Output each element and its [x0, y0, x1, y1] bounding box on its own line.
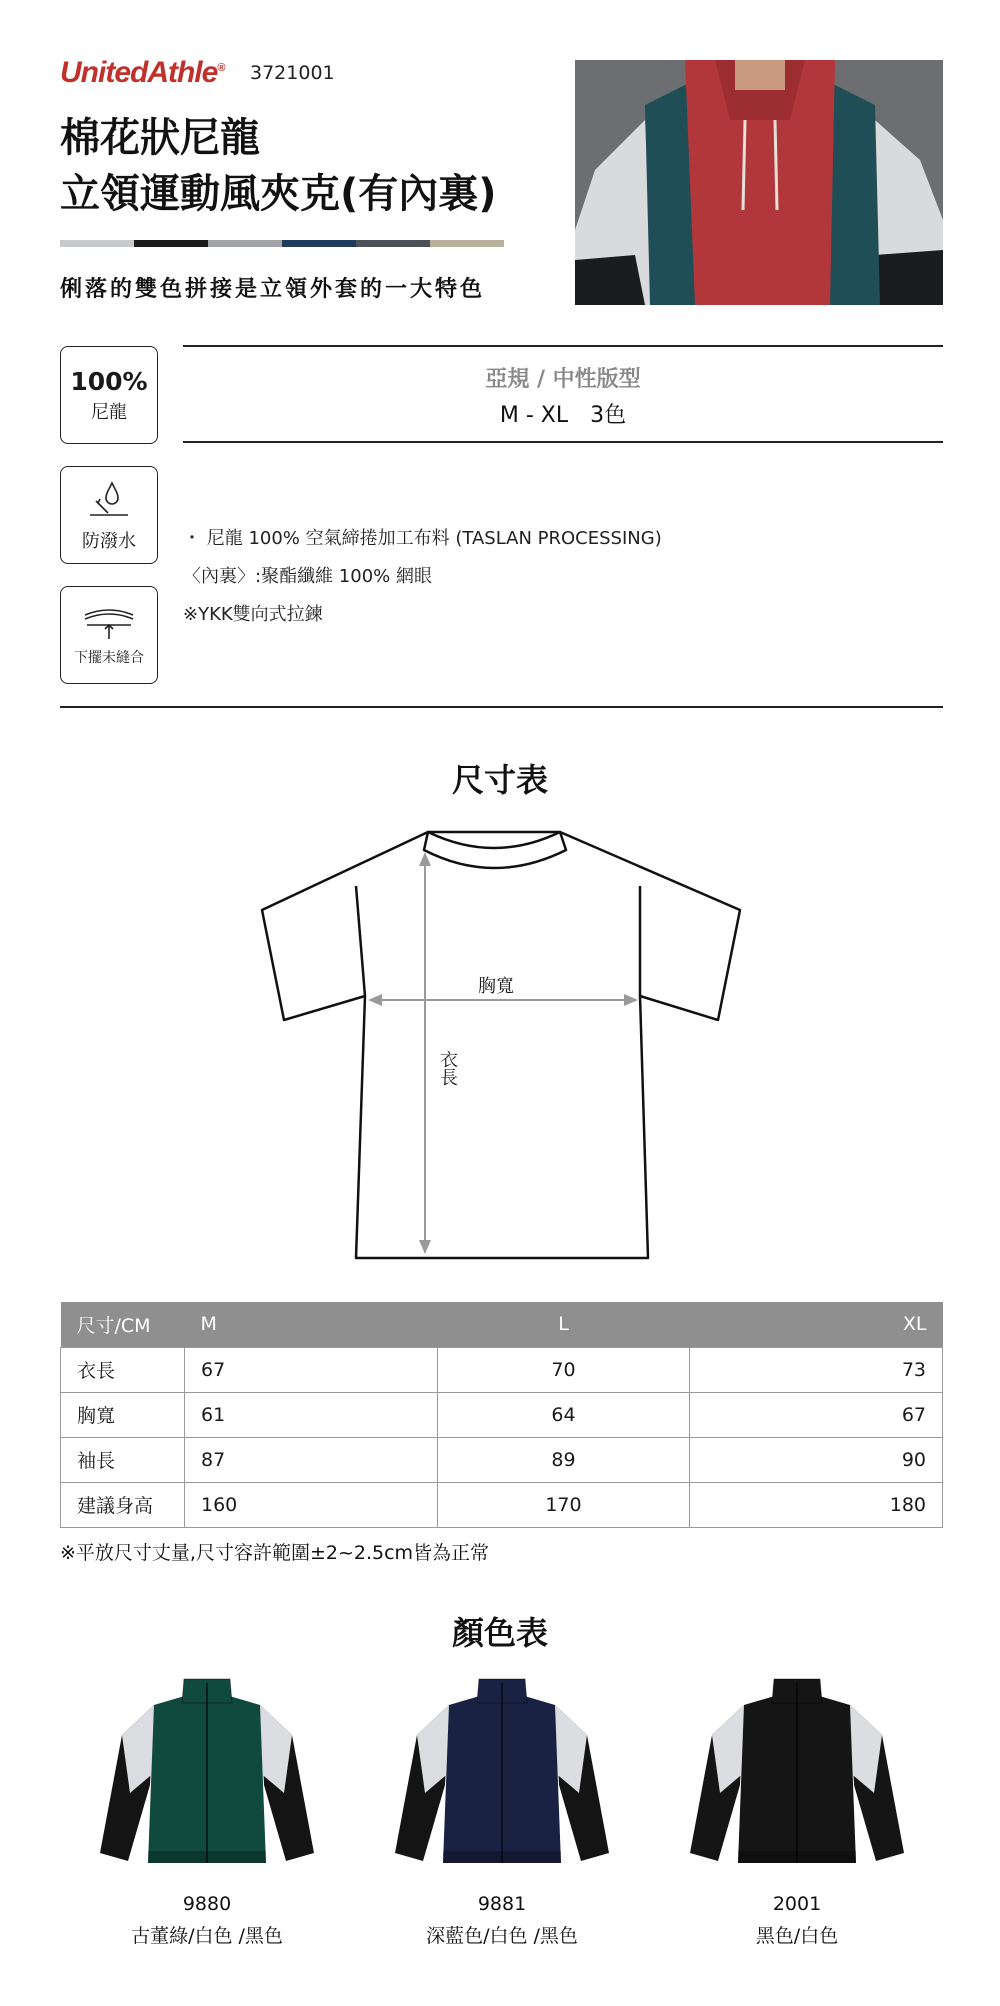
color-name: 古董綠/白色 /黑色 [131, 1925, 283, 1947]
size-table [60, 1302, 943, 1528]
jacket-image [92, 1675, 322, 1875]
stripe-seg [208, 240, 282, 247]
table-cell: 170 [437, 1482, 690, 1527]
size-diagram [0, 820, 1000, 1260]
stripe-seg [134, 240, 208, 247]
material-percent: 100% [70, 367, 148, 396]
row-label: 建議身高 [61, 1482, 185, 1527]
color-swatch [677, 1675, 917, 1948]
open-hem-badge [60, 586, 158, 684]
product-code: 3721001 [250, 62, 335, 84]
table-cell: 64 [437, 1392, 690, 1437]
header-cell: L [437, 1302, 690, 1347]
divider [183, 441, 943, 443]
divider [60, 706, 943, 708]
length-label: 衣長 [437, 1050, 458, 1086]
table-cell: 70 [437, 1347, 690, 1392]
color-code: 2001 [772, 1893, 822, 1915]
shirt-outline [262, 832, 740, 1258]
size-note: ※平放尺寸丈量,尺寸容許範圍±2~2.5cm皆為正常 [60, 1542, 490, 1564]
product-title [60, 110, 497, 222]
color-swatch [87, 1675, 327, 1948]
jacket-image [682, 1675, 912, 1875]
divider [183, 345, 943, 347]
table-header-row [61, 1302, 943, 1347]
table-row [61, 1437, 943, 1482]
table-cell: 73 [690, 1347, 943, 1392]
table-row [61, 1392, 943, 1437]
color-name: 深藍色/白色 /黑色 [426, 1925, 578, 1947]
color-stripe [60, 240, 504, 247]
color-code: 9881 [477, 1893, 527, 1915]
water-repellent-label: 防潑水 [82, 531, 136, 552]
color-chart-title: 顏色表 [451, 1614, 548, 1652]
table-cell: 89 [437, 1437, 690, 1482]
size-chart-title: 尺寸表 [451, 761, 548, 799]
stripe-seg [356, 240, 430, 247]
fit-sizes: M - XL 3色 [499, 403, 627, 428]
brand-logo: UnitedAthle® [60, 56, 225, 89]
color-code: 9880 [182, 1893, 232, 1915]
table-row [61, 1347, 943, 1392]
product-subtitle: 俐落的雙色拼接是立領外套的一大特色 [60, 277, 486, 302]
color-name: 黑色/白色 [755, 1925, 839, 1947]
jacket-image [387, 1675, 617, 1875]
title-line-2: 立領運動風夾克(有內裏) [60, 171, 497, 217]
row-label: 衣長 [61, 1347, 185, 1392]
header-cell: XL [690, 1302, 943, 1347]
table-row [61, 1482, 943, 1527]
material-badge [60, 346, 158, 444]
row-label: 袖長 [61, 1437, 185, 1482]
open-hem-label: 下擺未縫合 [74, 650, 144, 666]
table-cell: 160 [185, 1482, 438, 1527]
spec-line: 〈內裏〉:聚酯纖維 100% 網眼 [183, 566, 432, 587]
row-label: 胸寬 [61, 1392, 185, 1437]
product-photo [575, 60, 943, 305]
stripe-seg [430, 240, 504, 247]
table-cell: 180 [690, 1482, 943, 1527]
fit-type: 亞規 / 中性版型 [485, 367, 641, 392]
table-cell: 87 [185, 1437, 438, 1482]
table-cell: 61 [185, 1392, 438, 1437]
water-repellent-badge [60, 466, 158, 564]
spec-line: ※YKK雙向式拉鍊 [183, 604, 323, 625]
table-cell: 90 [690, 1437, 943, 1482]
spec-line: ・ 尼龍 100% 空氣締捲加工布料 (TASLAN PROCESSING) [183, 528, 662, 549]
stripe-seg [60, 240, 134, 247]
color-swatch [382, 1675, 622, 1948]
material-name: 尼龍 [91, 402, 127, 423]
title-line-1: 棉花狀尼龍 [60, 115, 260, 161]
chest-label: 胸寬 [478, 976, 514, 997]
header-cell: 尺寸/CM [61, 1302, 185, 1347]
header-cell: M [185, 1302, 438, 1347]
table-cell: 67 [185, 1347, 438, 1392]
water-repellent-icon [84, 477, 134, 527]
open-hem-icon [79, 605, 139, 645]
table-cell: 67 [690, 1392, 943, 1437]
stripe-seg [282, 240, 356, 247]
